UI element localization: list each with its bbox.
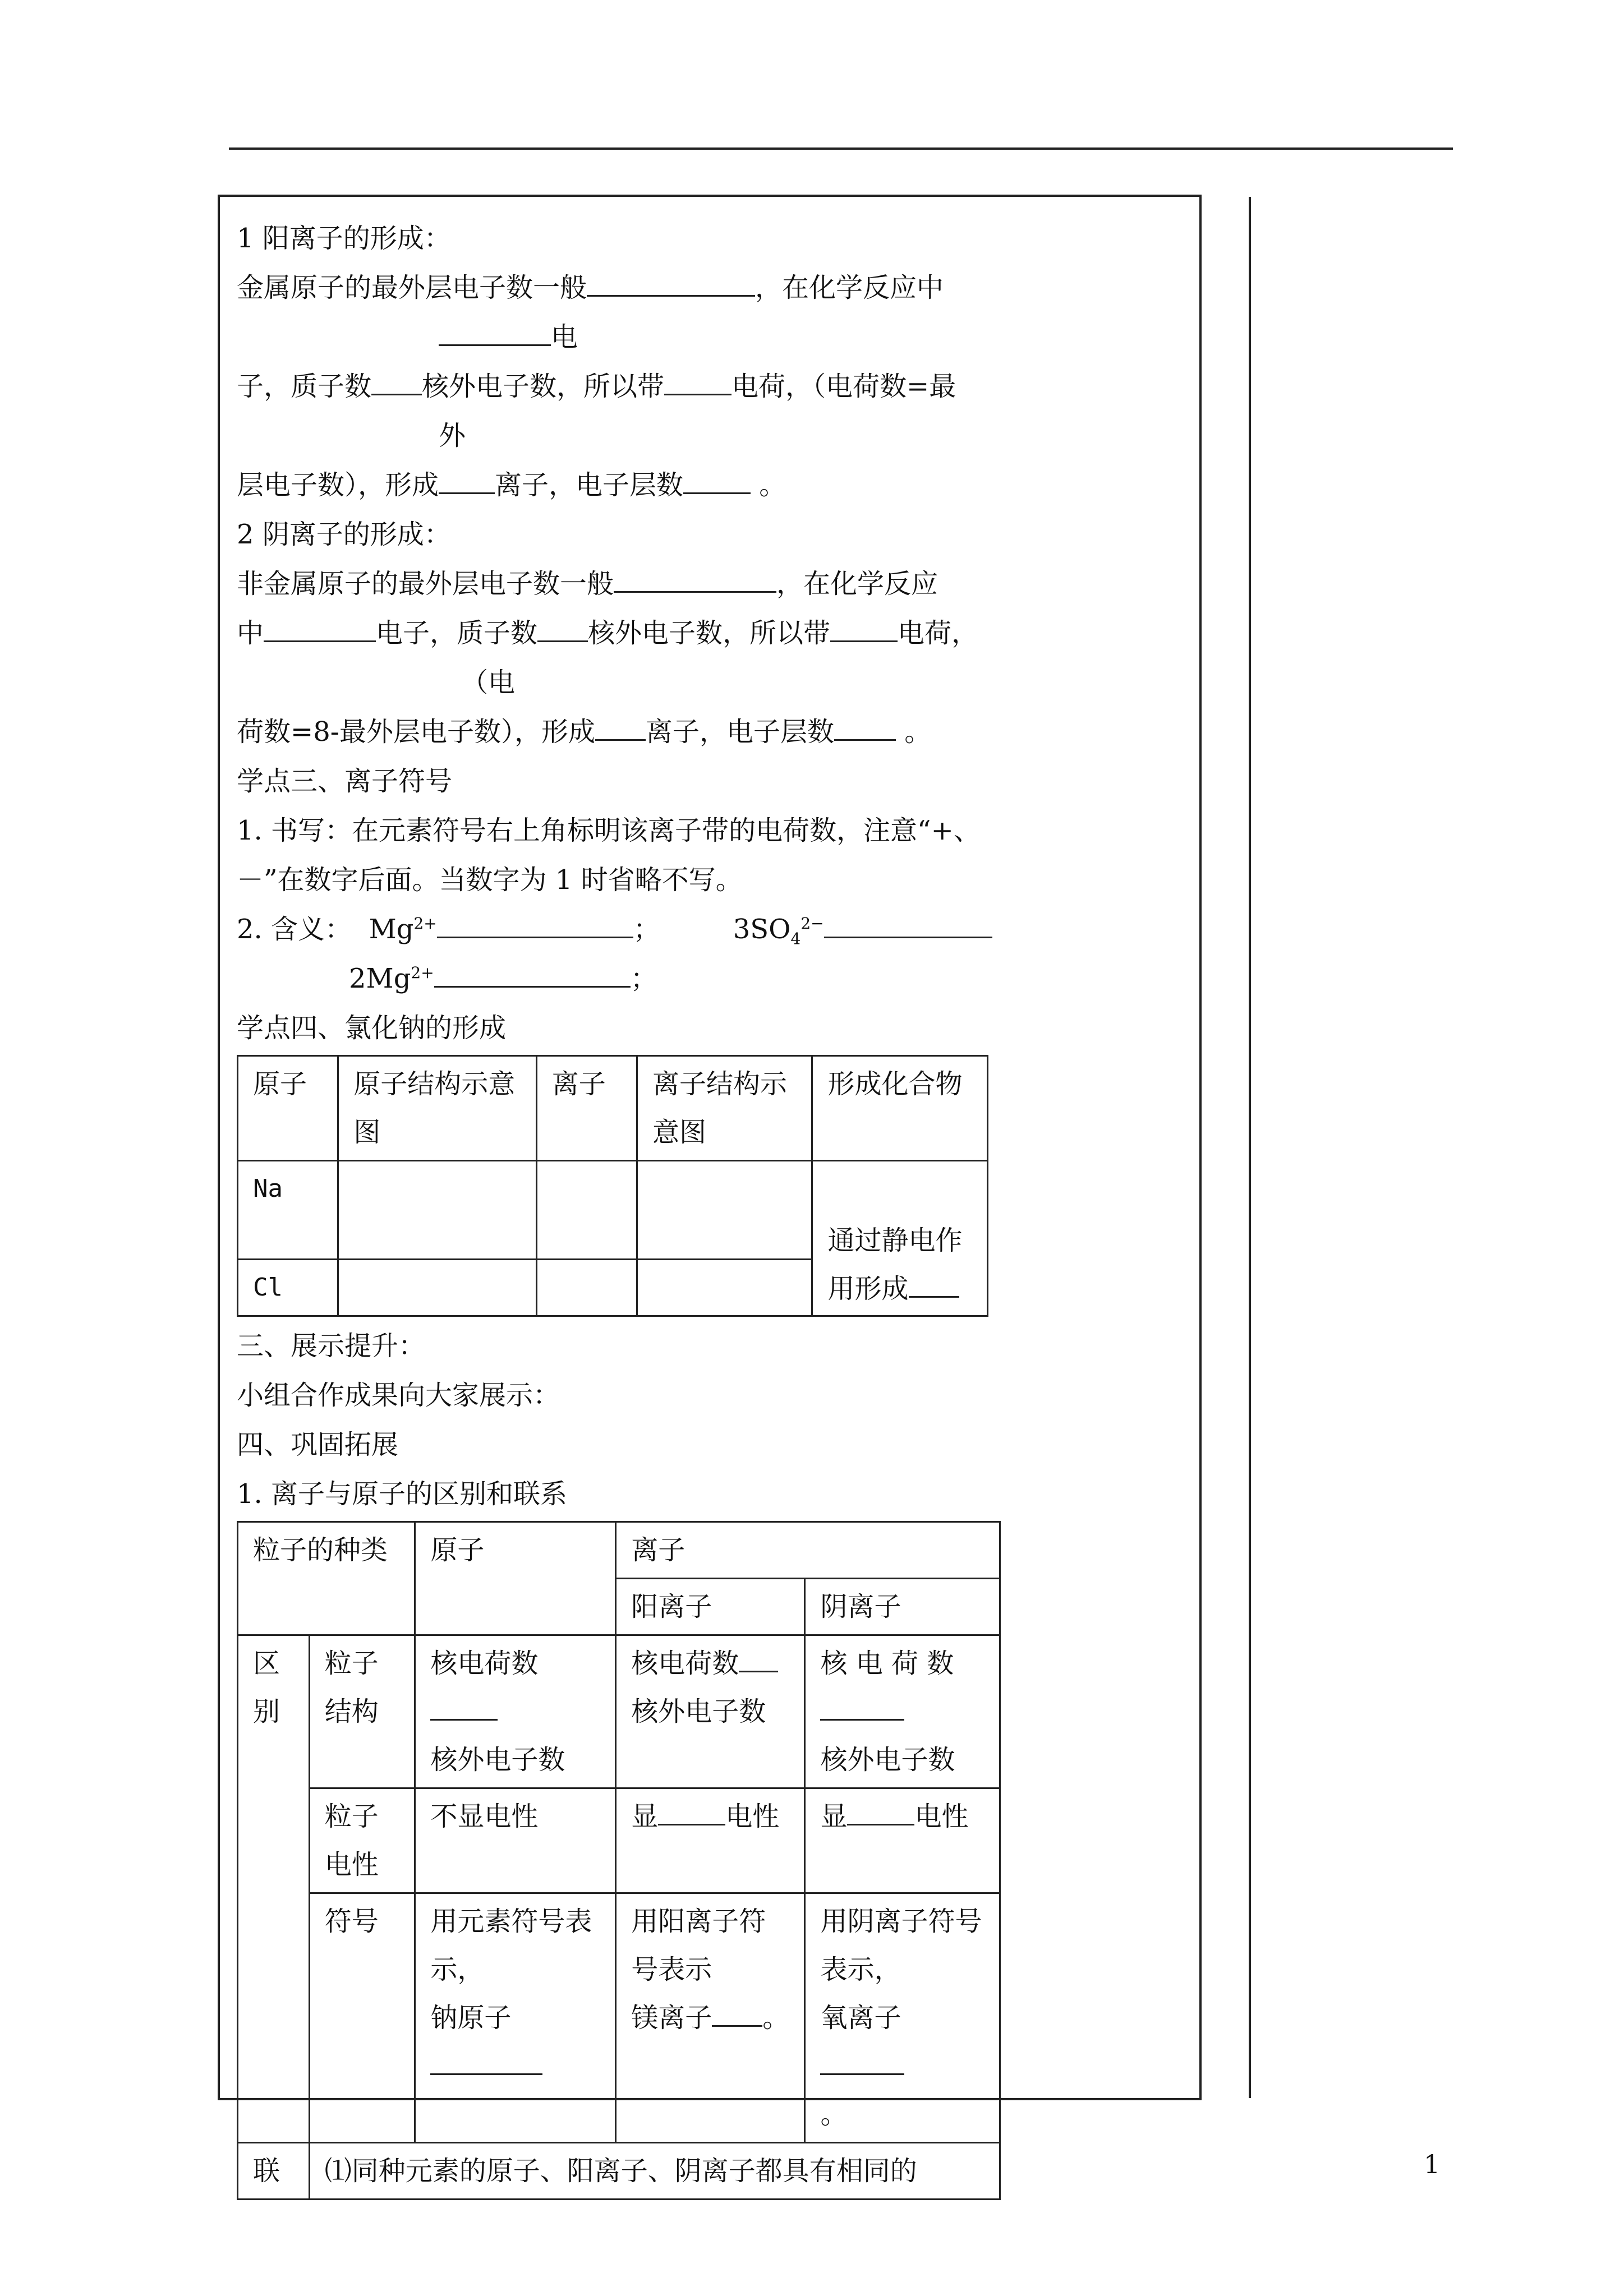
label-symbol: 符号 [309,1893,415,2143]
answer-cell[interactable] [536,1161,637,1260]
header-ion-structure: 离子结构示意图 [637,1056,812,1161]
label-relation: 联 [238,2143,310,2200]
label-difference: 区别 [238,1635,310,2143]
header-atom: 原子 [238,1056,338,1161]
header-atom: 原子 [415,1522,616,1635]
header-anion: 阴离子 [805,1579,1000,1635]
table-row [238,1635,1000,1788]
anion-line-2: 中 电子，质子数 核外电子数，所以带 电荷， [237,608,1015,658]
lesson-table [218,195,1202,2187]
cation-charge-cell: 显 电性 [616,1788,805,1893]
header-ion: 离子 [616,1522,1000,1579]
table-row [238,1788,1000,1893]
ion-symbol-rule-1: 1. 书写：在元素符号右上角标明该离子带的电荷数，注意“+、 [237,815,981,846]
fill-blank[interactable] [834,714,896,741]
nacl-title: 学点四、氯化钠的形成 [237,1012,507,1044]
page-number: 1 [1424,2149,1441,2179]
compound-cell: 通过静电作用形成 [812,1161,988,1316]
fill-blank[interactable] [437,912,633,938]
fill-blank[interactable] [820,1694,904,1721]
show-text: 小组合作成果向大家展示： [237,1380,560,1411]
fill-blank[interactable] [712,2000,762,2027]
fill-blank[interactable] [847,1799,914,1825]
atom-cl: Cl [238,1260,338,1316]
fill-blank[interactable] [434,961,631,988]
lesson-content [237,214,1015,2200]
fill-blank[interactable] [587,270,755,297]
ion-meaning-line-2: $2Mg^{2+}$ ； [237,954,1015,1003]
anion-charge-cell: 显 电性 [805,1788,1000,1893]
cation-line-1: 金属原子的最外层电子数一般 ，在化学反应中 [237,263,1015,312]
atom-ion-comparison-table [237,1521,1001,2200]
answer-cell[interactable] [637,1161,812,1260]
anion-structure-cell: 核 电 荷 数 核外电子数 [805,1635,1000,1788]
fill-blank[interactable] [264,616,376,642]
fill-blank[interactable] [595,714,646,741]
notes-column-divider [1249,197,1251,2098]
header-compound: 形成化合物 [812,1056,988,1161]
relation-text: ⑴同种元素的原子、阳离子、阴离子都具有相同的 [309,2143,1000,2200]
cation-structure-cell: 核电荷数 核外电子数 [616,1635,805,1788]
table-row [238,1893,1000,2143]
ion-meaning-line-1: 2. 含义： $Mg^{2+}$ ； $3SO_4^{2-}$ [237,905,1015,954]
fill-blank[interactable] [371,369,422,395]
atom-charge-cell: 不显电性 [415,1788,616,1893]
anion-line-4: 荷数=8-最外层电子数），形成 离子，电子层数 。 [237,707,1015,757]
cation-title: 1 阳离子的形成： [237,223,451,254]
show-title: 三、展示提升： [237,1330,426,1362]
cation-line-5: 层电子数），形成 离子，电子层数 。 [237,460,1015,510]
cation-line-3: 子，质子数 核外电子数，所以带 电荷，（电荷数=最 [237,362,1015,411]
fill-blank[interactable] [430,2049,542,2075]
fill-blank[interactable] [614,566,776,593]
answer-cell[interactable] [536,1260,637,1316]
atom-na: Na [238,1161,338,1260]
fill-blank[interactable] [664,369,732,395]
anion-line-1: 非金属原子的最外层电子数一般 ，在化学反应 [237,559,1015,608]
table-row [238,1161,988,1260]
ion-symbol-title: 学点三、离子符号 [237,766,453,797]
page-header-rule [229,147,1453,150]
fill-blank[interactable] [830,616,898,642]
table-header-row [238,1056,988,1161]
fill-blank[interactable] [430,1694,498,1721]
table-header-row [238,1522,1000,1579]
header-cation: 阳离子 [616,1579,805,1635]
fill-blank[interactable] [439,320,551,346]
cation-line-2: 电 [237,312,1015,362]
answer-cell[interactable] [338,1161,536,1260]
anion-line-3: （电 [461,667,516,698]
header-atom-structure: 原子结构示意图 [338,1056,536,1161]
fill-blank[interactable] [537,616,588,642]
anion-symbol-cell: 用阴离子符号表示， 氧离子 。 [805,1893,1000,2143]
anion-title: 2 阴离子的形成： [237,519,451,550]
ion-symbol-rule-2: －”在数字后面。当数字为 1 时省略不写。 [237,864,743,896]
fill-blank[interactable] [658,1799,725,1825]
header-ion: 离子 [536,1056,637,1161]
label-charge: 粒子电性 [309,1788,415,1893]
fill-blank[interactable] [820,2049,904,2075]
atom-symbol-cell: 用元素符号表示， 钠原子 [415,1893,616,2143]
answer-cell[interactable] [338,1260,536,1316]
label-structure: 粒子结构 [309,1635,415,1788]
nacl-formation-table [237,1055,988,1317]
cation-line-4: 外 [439,420,466,451]
fill-blank[interactable] [824,912,992,938]
extend-title: 四、巩固拓展 [237,1429,399,1460]
atom-structure-cell: 核电荷数 核外电子数 [415,1635,616,1788]
fill-blank[interactable] [739,1646,778,1672]
header-particle-kind: 粒子的种类 [238,1522,415,1635]
fill-blank[interactable] [439,468,495,494]
fill-blank[interactable] [909,1271,959,1298]
answer-cell[interactable] [637,1260,812,1316]
cation-symbol-cell: 用阳离子符号表示 镁离子 。 [616,1893,805,2143]
extend-subtitle: 1. 离子与原子的区别和联系 [237,1478,568,1510]
table-row [238,2143,1000,2200]
fill-blank[interactable] [683,468,751,494]
